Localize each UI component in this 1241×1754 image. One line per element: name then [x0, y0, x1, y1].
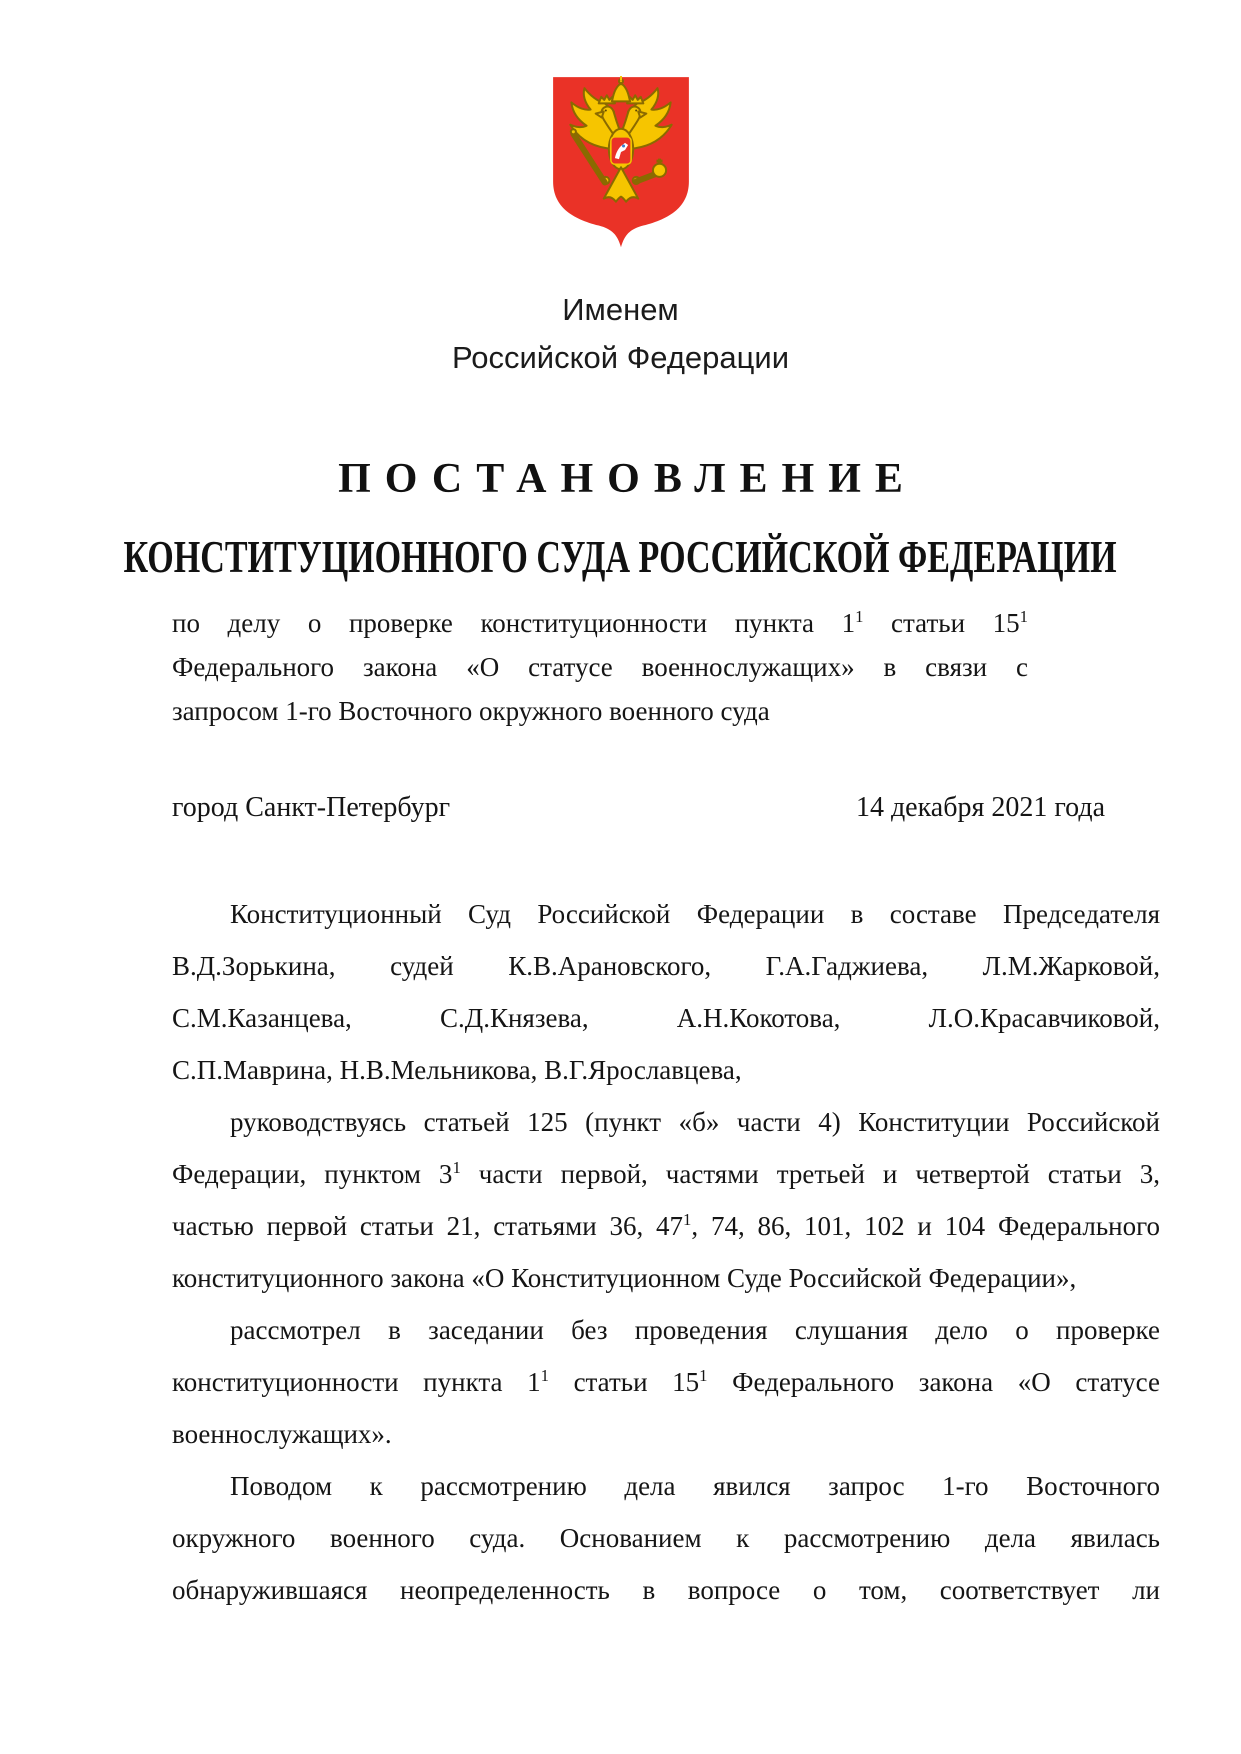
russia-coat-of-arms-icon — [545, 74, 697, 260]
in-the-name-line2: Российской Федерации — [451, 340, 790, 375]
paragraph-line: военнослужащих». — [172, 1419, 392, 1449]
case-subject-line: Федерального закона «О статусе военнослужащих» в связи с — [172, 652, 1028, 682]
paragraph-line: Поводом к рассмотрению дела явился запрос 1-го Восточного — [230, 1471, 1160, 1501]
case-subject-line: запросом 1-го Восточного окружного военного суда — [172, 696, 770, 726]
paragraph-line: частью первой статьи 21, статьями 36, $47^1$, 74, 86, 101, 102 и 104 Федерального — [172, 1210, 1160, 1241]
paragraph-line: окружного военного суда. Основанием к рассмотрению дела явилась — [172, 1523, 1160, 1553]
paragraph-line: Федерации, пунктом $3^1$ части первой, частями третьей и четвертой статьи 3, — [172, 1158, 1161, 1189]
paragraph-line: Конституционный Суд Российской Федерации в составе Председателя — [230, 899, 1160, 929]
in-the-name-heading — [0, 286, 1241, 382]
document-body — [172, 888, 1160, 1616]
dateline-city: город Санкт-Петербург — [172, 792, 451, 823]
paragraph-line: конституционности пункта $1^1$ статьи $15^1$ Федерального закона «О статусе — [172, 1366, 1160, 1397]
document-title: ПОСТАНОВЛЕНИЕ — [338, 456, 917, 502]
case-subject — [172, 601, 1028, 733]
paragraph-line: руководствуясь статьей 125 (пункт «б» части 4) Конституции Российской — [230, 1107, 1160, 1137]
document-subtitle: КОНСТИТУЦИОННОГО СУДА РОССИЙСКОЙ ФЕДЕРАЦИИ — [123, 531, 1118, 582]
dateline — [172, 791, 1160, 825]
paragraph-line: конституционного закона «О Конституционном Суде Российской Федерации», — [172, 1263, 1077, 1293]
paragraph-line: В.Д.Зорькина, судей К.В.Арановского, Г.А.Гаджиева, Л.М.Жарковой, — [172, 951, 1160, 981]
paragraph-line: рассмотрел в заседании без проведения слушания дело о проверке — [230, 1315, 1160, 1345]
paragraph-line: С.М.Казанцева, С.Д.Князева, А.Н.Кокотова, Л.О.Красавчиковой, — [172, 1003, 1160, 1033]
dateline-date: 14 декабря 2021 года — [855, 792, 1105, 823]
case-subject-line: по делу о проверке конституционности пункта $1^1$ статьи $15^1$ — [172, 607, 1028, 638]
paragraph-line: обнаружившаяся неопределенность в вопросе о том, соответствует ли — [172, 1575, 1160, 1605]
paragraph-line: С.П.Маврина, Н.В.Мельникова, В.Г.Ярославцева, — [172, 1055, 742, 1085]
emblem-container — [0, 74, 1241, 260]
document-subtitle-wrap — [0, 530, 1241, 583]
in-the-name-line1: Именем — [562, 292, 679, 327]
